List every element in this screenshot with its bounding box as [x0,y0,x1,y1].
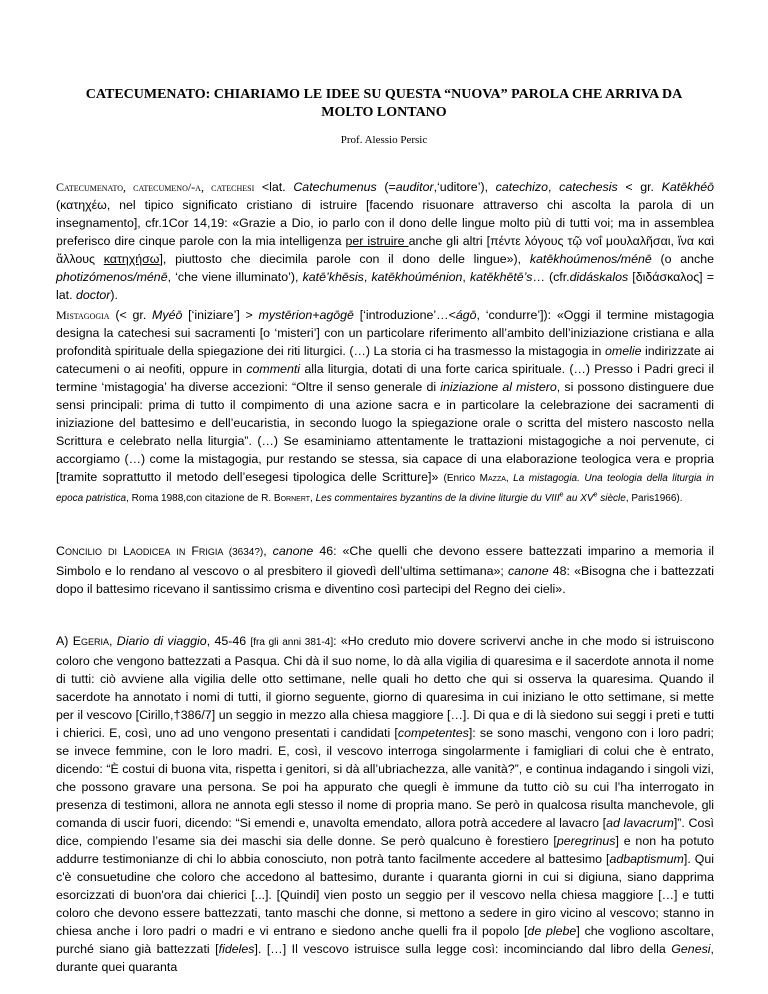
paragraph-egeria: A) Egeria, Diario di viaggio, 45-46 [fra gli anni 381-4]: «Ho creduto mio dovere scrivervi anche in che modo si istruiscono coloro che vengono battezzati a Pasqua. Chi dà il suo nome, lo dà alla vigilia di quaresima e il sacerdote annota il nome di tutti: ciò avviene alla vigilia delle otto settimane, nelle quali ho detto che qui si osserva la quaresima. Quando il sacerdote ha annotato i nomi di tutti, il giorno seguente, giorno di quaresima in cui iniziano le otto settimane, si mette per il vescovo [Cirillo,†386/7] un seggio in mezzo alla chiesa maggiore […]. Di qua e di là siedono sui seggi i preti e tutti i chierici. E, così, uno ad uno vengono presentati i candidati [competentes]: se sono maschi, vengono con i loro padri; se invece femmine, con le loro madri. E, così, il vescovo interroga singolarmente i famigliari di colui che è entrato, dicendo: “È costui di buona vita, rispetta i genitori, si dà all’ubriachezza, alle vanità?”, e continua indagando i singoli vizi, che possono gravare una persona. Se poi ha appurato che quegli è immune da tutto ciò su cui l’ha interrogato in presenza di testimoni, allora ne annota egli stesso il nome di propria mano. Se però in qualcosa risulta manchevole, gli comanda di uscir fuori, dicendo: “Si emendi e, unavolta emendato, allora potrà accedere al lavacro [ad lavacrum]”. Così dice, compiendo l’esame sia dei maschi sia delle donne. Se però qualcuno è forestiero [peregrinus] e non ha potuto addurre testimonianze di chi lo abbia conosciuto, non potrà tanto facilmente accedere al battesimo [adbaptismum]. Qui c'è consuetudine che coloro che accedono al battesimo, durante i quaranta giorni in cui si digiuna, siano dapprima esorcizzati di buon'ora dai chierici [...]. [Quindi] vien posto un seggio per il vescovo nella chiesa maggiore […] e tutti coloro che devono essere battezzati, tanto maschi che donne, si mettono a sedere in giro vicino al vescovo; stanno in chiesa anche i loro padri o madri e vi entrano e siedono anche quelli fra il popolo [de plebe] che vogliono ascoltare, purché siano già battezzati [fideles]. […] Il vescovo istruisce sulla legge così: incominciando dal libro della Genesi, durante quei quaranta [56,634,715,974]
term-heading: Mistagogia [56,308,110,322]
paragraph-catecumenato: Catecumenato, catecumeno/-a, catechesi <lat. Catechumenus (=auditor,‘uditore’), catechizo, catechesis < gr. Katēkhéō (κατηχέω, nel tipico significato cristiano di istruire [facendo risuonare attraverso chi ascolta la parola di un insegnamento], cfr.1Cor 14,19: «Grazie a Dio, io parlo con il dono delle lingue molto più di tutti voi; ma in assemblea preferisco dire cinque parole con la mia intelligenza per istruire anche gli altri [πέντε λόγους τῷ νοΐ μουλαλῆσαι, ἵνα καὶ ἄλλους κατηχήσω], piuttosto che diecimila parole con il dono delle lingue»), katēkhoúmenos/ménē (o anche photizómenos/ménē, ‘che viene illuminato’), katē’khēsis, katēkhoúménion, katēkhētē’s… (cfr.didáskalos [διδάσκαλος] = lat. doctor). [56,180,714,302]
author-line: Prof. Alessio Persic [340,134,428,146]
paragraph-concilio-laodicea: Concilio di Laodicea in Frigia (3634?), canone 46: «Che quelli che devono essere battezzati imparino a memoria il Simbolo e lo rendano al vescovo o al presbitero il giovedì dell’ultima settimana»; canone 48: «Bisogna che i battezzati dopo il battesimo ricevano il santissimo crisma e diventino così partecipi del Regno dei cieli». [56,544,715,596]
term-heading: Concilio di Laodicea in Frigia [56,544,224,558]
document-title: CATECUMENATO: CHIARIAMO LE IDEE SU QUESTA “NUOVA” PAROLA CHE ARRIVA DA MOLTO LONTANO [85,87,683,120]
term-heading: Catecumenato, catecumeno/-a, catechesi [56,180,255,194]
citation: (Enrico Mazza, La mistagogia. Una teologia della liturgia in epoca patristica, Roma 1988,con citazione de R. Bornert, Les commentaires byzantins de la divine liturgie du VIIIe au XVe siècle, Paris1966). [56,473,714,504]
paragraph-mistagogia: Mistagogia (< gr. Myéō [‘iniziare’] > mystērion+agōgē [‘introduzione’…<ágō, ‘condurre’]): «Oggi il termine mistagogia designa la catechesi sui sacramenti [o ‘misteri’] con un particolare riferimento all’ambito dell’iniziazione cristiana e alla profondità spirituale della spiegazione dei riti liturgici. (…) La storia ci ha trasmesso la mistagogia in omelie indirizzate ai catecumeni o ai neofiti, oppure in commenti alla liturgia, dotati di una forte carica spirituale. (…) Presso i Padri greci il termine ‘mistagogia’ ha diverse accezioni: “Oltre il senso generale di iniziazione al mistero, si possono distinguere due sensi principali: prima di tutto il compimento di una azione sacra e in particolare la celebrazione dei sacramenti di iniziazione del battesimo e dell’eucaristia, in secondo luogo la spiegazione orale o scritta del mistero nascosto nella Scrittura e celebrato nella liturgia”. (…) Se esaminiamo attentamente le trattazioni mistagogiche a noi pervenute, ci accorgiamo (…) come la mistagogia, pur restando se stessa, sia capace di una elaborazione teologica vera e propria [tramite soprattutto il metodo dell’esegesi tipologica delle Scritture]» (Enrico Mazza, La mistagogia. Una teologia della liturgia in epoca patristica, Roma 1988,con citazione de R. Bornert, Les commentaires byzantins de la divine liturgie du VIIIe au XVe siècle, Paris1966). [56,308,715,504]
term-heading: Egeria [72,634,109,648]
